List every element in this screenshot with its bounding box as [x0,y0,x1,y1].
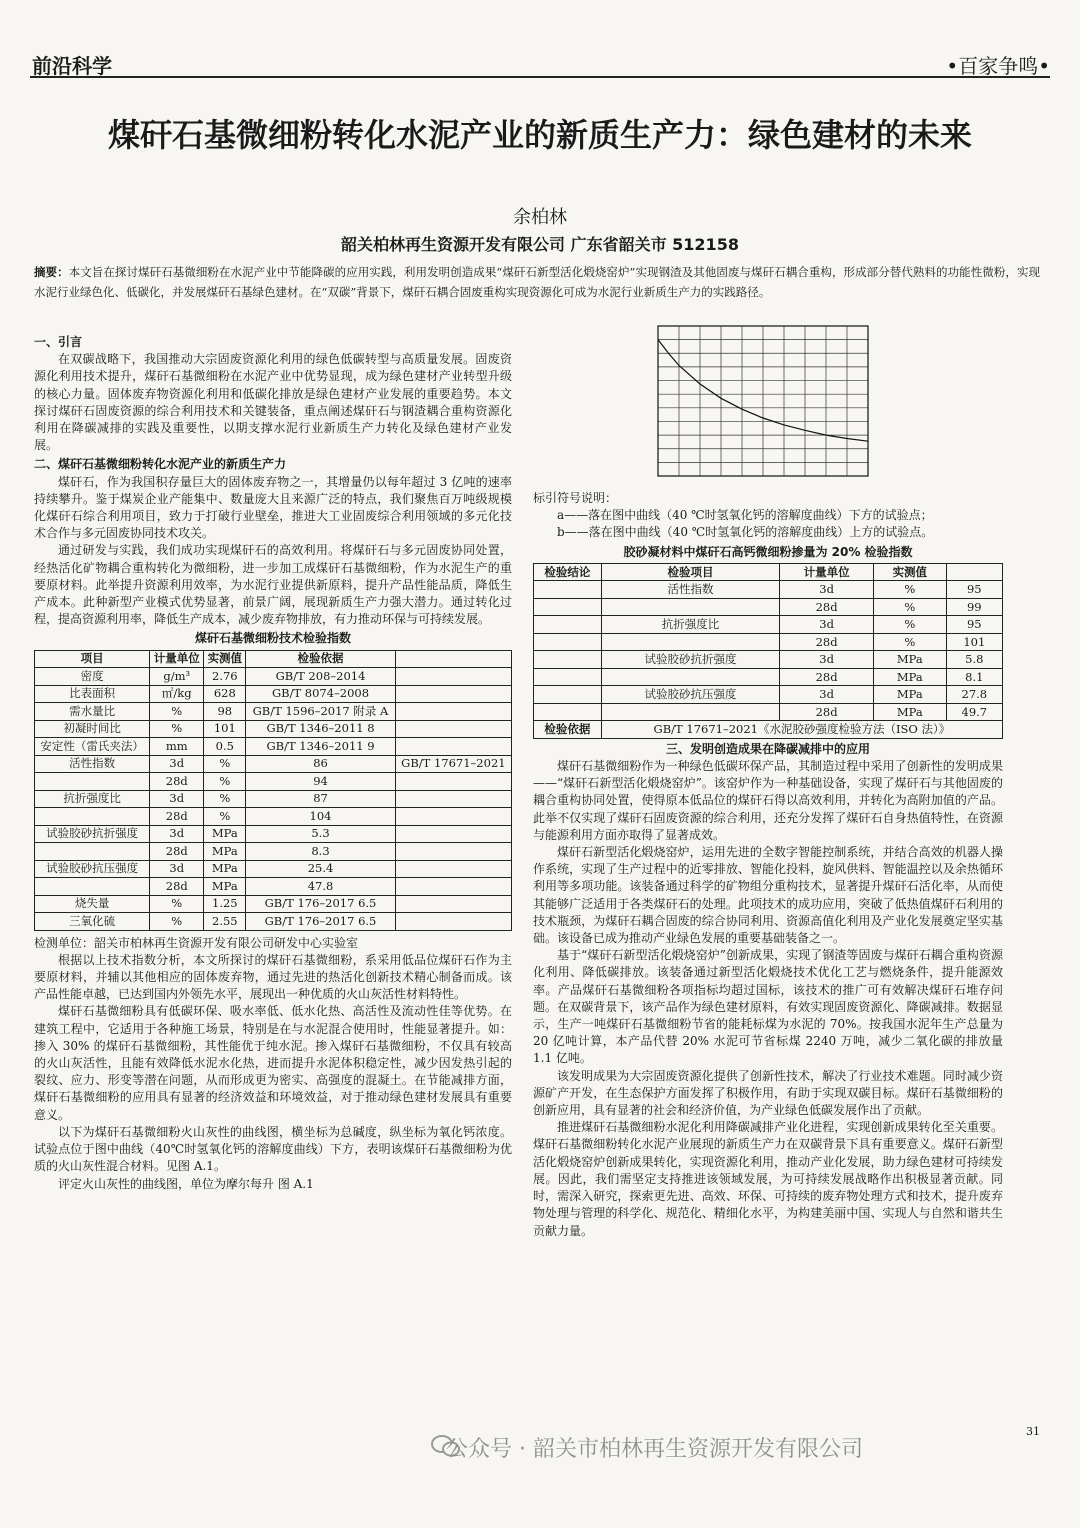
table-cell: GB/T 8074–2008 [246,685,395,703]
table-row [35,773,512,791]
table-cell: 28d [150,773,204,791]
table-row [35,878,512,896]
section-heading-3: 三、发明创造成果在降碳减排中的应用 [665,741,870,756]
table-cell: % [204,773,246,791]
table-cell [35,808,150,826]
table-cell [395,738,511,756]
left-column [34,332,512,1193]
table-cell: 检验结论 [534,563,602,581]
table-cell: % [204,808,246,826]
table-cell: 98 [204,703,246,721]
author: 余柏林 [513,207,567,228]
table-row [35,913,512,931]
table-cell: 5.8 [946,651,1002,669]
table-cell: 3d [150,755,204,773]
table-cell: 初凝时间比 [35,720,150,738]
table-cell: 28d [780,633,874,651]
table-cell: 628 [204,685,246,703]
legend-b: b——落在图中曲线（40 ℃时氢氧化钙的溶解度曲线）上方的试验点。 [557,525,934,540]
table-cell: MPa [874,703,947,721]
table-cell [395,773,511,791]
table-2 [533,563,1003,739]
article-title: 煤矸石基微细粉转化水泥产业的新质生产力：绿色建材的未来 [107,116,972,154]
table-cell: 28d [150,878,204,896]
table-cell [395,703,511,721]
page-header [30,48,1050,78]
table-row [534,616,1003,634]
page-number: 31 [1026,1425,1040,1438]
table-cell: 试验胶砂抗压强度 [35,860,150,878]
table-cell: % [874,633,947,651]
table-cell: 3d [150,825,204,843]
table-row [35,668,512,686]
paragraph: 煤矸石，作为我国积存量巨大的固体废弃物之一，其增量仍以每年超过 3 亿吨的速率持续攀升。鉴于煤炭企业产能集中、数量庞大且来源广泛的特点，我们聚焦百万吨级规模化煤矸石综合利用项目，致力于打破行业壁垒，推进大工业固废综合利用领域的多元化技术合作与多元固废协同技术攻关。 [34,474,512,541]
table-cell: % [150,703,204,721]
table-cell: % [874,581,947,599]
table-cell: MPa [874,651,947,669]
table-cell: 3d [780,651,874,669]
paragraph: 根据以上技术指数分析，本文所探讨的煤矸石基微细粉，系采用低品位煤矸石作为主要原材料，并辅以其他相应的固体废弃物，通过先进的热活化创新技术精心制备而成。该产品性能卓越，已达到国内外领先水平，展现出一种优质的火山灰活性材料特性。 [34,952,512,1002]
affiliation: 韶关柏林再生资源开发有限公司 广东省韶关市 512158 [341,235,739,254]
table-row [35,843,512,861]
table-cell [601,598,779,616]
table-cell [395,650,511,668]
table-cell: GB/T 1346–2011 8 [246,720,395,738]
table-cell [534,686,602,704]
right-column [533,490,1003,1240]
table-row [534,651,1003,669]
table-cell: MPa [204,843,246,861]
table-cell: 25.4 [246,860,395,878]
pozzolanic-curve-chart [636,318,876,493]
table-cell [395,720,511,738]
table-cell [395,825,511,843]
column-name: •百家争鸣• [946,54,1050,78]
table-cell [395,895,511,913]
table-cell: 活性指数 [35,755,150,773]
abstract [34,262,1040,302]
paragraph: 在双碳战略下，我国推动大宗固废资源化利用的绿色低碳转型与高质量发展。固废资源化利用技术提升，煤矸石基微细粉在水泥产业中优势显现，成为绿色建材产业转型升级的核心力量。固体废弃物资源化利用和低碳化排放是绿色建材产业发展的重要趋势。本文探讨煤矸石固废资源的综合利用技术和关键装备，重点阐述煤矸石与钢渣耦合重构资源化利用在降碳减排的实践及重要性，以期支撑水泥行业新质生产力转化及绿色建材产业发展。 [34,352,512,453]
table-cell: 计量单位 [780,563,874,581]
table-row [35,738,512,756]
table-cell: % [874,616,947,634]
paragraph: 煤矸石基微细粉作为一种绿色低碳环保产品，其制造过程中采用了创新性的发明成果——“煤矸石新型活化煅烧窑炉”。该窑炉作为一种基础设备，实现了煤矸石与其他固废的耦合重构协同处置，使得原本低品位的煤矸石得以高效利用，并转化为高附加值的产品。此举不仅实现了煤矸石固废资源的综合利用，还充分发挥了煤矸石自身热值特性，在资源与能源利用方面亦取得了显著成效。 [533,759,1003,842]
table-cell: MPa [874,668,947,686]
table-cell [395,668,511,686]
legend-title: 标引符号说明： [533,491,618,505]
table-header-row [534,563,1003,581]
table-cell: GB/T 208–2014 [246,668,395,686]
table-cell: 项目 [35,650,150,668]
table-cell: 密度 [35,668,150,686]
table-cell: 2.76 [204,668,246,686]
table-row [35,825,512,843]
table-cell [534,703,602,721]
table-cell: % [874,598,947,616]
table-cell: 烧失量 [35,895,150,913]
table-cell [395,790,511,808]
journal-name: 前沿科学 [32,54,112,78]
watermark: 公众号 · 韶关市柏林再生资源开发有限公司 [446,1437,863,1462]
table-cell [946,563,1002,581]
table-cell: 95 [946,616,1002,634]
table-cell: 安定性（雷氏夹法） [35,738,150,756]
table-cell [395,685,511,703]
table-cell: MPa [874,686,947,704]
chart-grid [658,326,868,476]
table-basis-row [534,721,1003,739]
table-cell: GB/T 17671–2021 [395,755,511,773]
table-cell: 99 [946,598,1002,616]
table-row [35,720,512,738]
paragraph: 基于“煤矸石新型活化煅烧窑炉”创新成果，实现了钢渣等固废与煤矸石耦合重构资源化利用、降低碳排放。该装备通过新型活化煅烧技术优化工艺与燃烧条件，提升能源效率。产品煤矸石基微细粉各项指标均超过国标，该技术的推广可有效解决煤矸石堆存问题。在双碳背景下，该产品作为绿色建材原料，有效实现固废资源化、降碳减排。数据显示，生产一吨煤矸石基微细粉节省的能耗标煤为水泥的 70%。按我国水泥年生产总量为 20 亿吨计算，本产品代替 20% 水泥可节省标煤 2240 万吨，减少二氧化碳的排放量 1.1 亿吨。 [533,948,1003,1066]
paragraph: 通过研发与实践，我们成功实现煤矸石的高效利用。将煤矸石与多元固废协同处置，经热活化矿物耦合重构转化为微细粉，进一步加工成煤矸石基微细粉，作为水泥生产的重要原材料。此举提升资源利用效率，为水泥行业提供新原料，提升产品性能品质，降低生产成本。此种新型产业模式优势显著，前景广阔，展现新质生产力强大潜力。通过转化过程，提高资源利用率，降低生产成本，减少废弃物排放，有力推动环保与可持续发展。 [34,543,512,627]
table-cell: GB/T 1346–2011 9 [246,738,395,756]
abstract-text: 本文旨在探讨煤矸石基微细粉在水泥产业中节能降碳的应用实践，利用发明创造成果“煤矸石新型活化煅烧窑炉”实现钢渣及其他固废与煤矸石耦合重构，形成部分替代熟料的功能性微粉，实现水泥行业绿色化、低碳化，并发展煤矸石基绿色建材。在“双碳”背景下，煤矸石耦合固废重构实现资源化可成为水泥行业新质生产力的实践路径。 [34,265,1041,299]
table-header-row [35,650,512,668]
table-cell [601,703,779,721]
paragraph: 推进煤矸石基微细粉水泥化利用降碳减排产业化进程，实现创新成果转化至关重要。煤矸石基微细粉转化水泥产业展现的新质生产力在双碳背景下具有重要意义。煤矸石新型活化煅烧窑炉创新成果转化，实现资源化利用，推动产业化发展，助力绿色建材可持续发展。因此，我们需坚定支持推进该领域发展，为可持续发展战略作出积极显著贡献。同时，需深入研究，探索更先进、高效、环保、可持续的废弃物处理方式和技术，提升废弃物处理与管理的科学化、规范化、精细化水平，为构建美丽中国、实现人与自然和谐共生贡献力量。 [533,1120,1003,1238]
table-cell [395,860,511,878]
table-row [35,895,512,913]
table-row [35,685,512,703]
table-cell: 8.1 [946,668,1002,686]
table-cell: 3d [780,616,874,634]
table-cell: 抗折强度比 [35,790,150,808]
table-row [35,703,512,721]
table-cell: 需水量比 [35,703,150,721]
table-cell: % [204,755,246,773]
table-cell: 检验项目 [601,563,779,581]
basis-label: 检验依据 [534,721,602,739]
table-cell: 实测值 [874,563,947,581]
table-cell: 试验胶砂抗折强度 [35,825,150,843]
table-cell [395,843,511,861]
table-row [35,808,512,826]
table-cell: 试验胶砂抗压强度 [601,686,779,704]
table-row [35,860,512,878]
table-row [534,668,1003,686]
table-cell: 3d [150,790,204,808]
table-cell: 87 [246,790,395,808]
table-cell: 104 [246,808,395,826]
table-cell: 3d [780,686,874,704]
table-cell: g/m³ [150,668,204,686]
table-cell: 实测值 [204,650,246,668]
table-cell [35,843,150,861]
section-heading-1: 一、引言 [34,335,83,349]
table-cell [395,808,511,826]
table-cell: 抗折强度比 [601,616,779,634]
paragraph: 煤矸石基微细粉具有低碳环保、吸水率低、低水化热、高活性及流动性佳等优势。在建筑工程中，它适用于各种施工场景，特别是在与水泥混合使用时，性能显著提升。如：掺入 30% 的煤矸石基微细粉，其性能优于纯水泥。掺入煤矸石基微细粉，不仅具有较高的火山灰活性，且能有效降低水泥水化热，进而提升水泥体积稳定性，减少因发热引起的裂纹、应力、形变等潜在问题，从而形成更为密实、高强度的混凝土。在节能减排方面，煤矸石基微细粉的应用具有显著的经济效益和环境效益，对于推动绿色建材发展具有重要意义。 [34,1004,512,1122]
table-cell: 101 [204,720,246,738]
table-cell: MPa [204,825,246,843]
table-cell: 28d [780,598,874,616]
table-cell: MPa [204,878,246,896]
table-cell: 1.25 [204,895,246,913]
table-cell: 检验依据 [246,650,395,668]
table-cell: 活性指数 [601,581,779,599]
table-row [534,633,1003,651]
paragraph: 煤矸石新型活化煅烧窑炉，运用先进的全数字智能控制系统，并结合高效的机器人操作系统，实现了生产过程中的近零排放、智能化投料，旋风供料、智能温控以及余热循环利用等多项功能。该装备通过科学的矿物组分重构技术，显著提升煤矸石活化率，从而使其能够广泛适用于各类煤矸石的处理。此项技术的成功应用，突破了低热值煤矸石利用的技术瓶颈，为煤矸石耦合固废的综合协同利用、资源高值化利用及产业化发展奠定坚实基础。该设备已成为推动产业绿色发展的重要基础装备之一。 [533,845,1003,946]
table-cell [35,878,150,896]
table-cell: 三氧化硫 [35,913,150,931]
table-cell: 94 [246,773,395,791]
table-cell: 5.3 [246,825,395,843]
table-cell [534,616,602,634]
table-cell [534,668,602,686]
abstract-label: 摘要： [34,265,69,279]
table-cell [534,598,602,616]
paragraph: 该发明成果为大宗固废资源化提供了创新性技术，解决了行业技术难题。同时减少资源矿产开发，在生态保护方面发挥了积极作用，有助于实现双碳目标。煤矸石基微细粉的创新应用，具有显著的社会和经济价值，为产业绿色低碳发展作出了贡献。 [533,1068,1003,1118]
table-cell [601,668,779,686]
table-cell: 3d [780,581,874,599]
table-cell: MPa [204,860,246,878]
table-2-caption: 胶砂凝材料中煤矸石高钙微细粉掺量为 20% 检验指数 [623,544,913,559]
paragraph: 以下为煤矸石基微细粉火山灰性的曲线图，横坐标为总碱度，纵坐标为氧化钙浓度。试验点位于图中曲线（40℃时氢氧化钙的溶解度曲线）下方，表明该煤矸石基微细粉为优质的火山灰性混合材料。见图 A.1。 [34,1124,512,1174]
table-cell: 2.55 [204,913,246,931]
table-cell: GB/T 176–2017 6.5 [246,913,395,931]
section-heading-2: 二、煤矸石基微细粉转化水泥产业的新质生产力 [34,457,287,472]
table-cell: 28d [150,808,204,826]
table-cell [534,633,602,651]
table-1-caption: 煤矸石基微细粉技术检验指数 [194,631,351,646]
table-cell: 比表面积 [35,685,150,703]
table-row [35,790,512,808]
table-row [534,581,1003,599]
table-cell: GB/T 176–2017 6.5 [246,895,395,913]
table-cell: 47.8 [246,878,395,896]
table-cell: % [150,720,204,738]
table-row [534,703,1003,721]
table-cell [395,913,511,931]
table-cell: % [150,895,204,913]
table-cell [395,878,511,896]
table-cell: 28d [780,668,874,686]
table-1-note: 检测单位：韶关市柏林再生资源开发有限公司研发中心实验室 [34,935,359,950]
table-cell: 3d [150,860,204,878]
table-cell: GB/T 1596–2017 附录 A [246,703,395,721]
basis-value: GB/T 17671–2021《水泥胶砂强度检验方法（ISO 法）》 [601,721,1002,739]
table-1 [34,650,512,931]
table-cell: 0.5 [204,738,246,756]
table-row [35,755,512,773]
table-cell: 试验胶砂抗折强度 [601,651,779,669]
table-cell: mm [150,738,204,756]
table-cell: 27.8 [946,686,1002,704]
figure-caption: 评定火山灰性的曲线图，单位为摩尔每升 图 A.1 [58,1176,314,1191]
table-cell [534,651,602,669]
table-cell: 86 [246,755,395,773]
table-cell [534,581,602,599]
table-cell: 28d [150,843,204,861]
legend-a: a——落在图中曲线（40 ℃时氢氧化钙的溶解度曲线）下方的试验点； [557,508,933,523]
table-cell: 101 [946,633,1002,651]
table-cell [35,773,150,791]
table-cell: 计量单位 [150,650,204,668]
table-cell: 95 [946,581,1002,599]
table-cell: 28d [780,703,874,721]
table-cell [601,633,779,651]
table-cell: % [204,790,246,808]
table-row [534,686,1003,704]
table-cell: % [150,913,204,931]
table-row [534,598,1003,616]
table-cell: ㎡/kg [150,685,204,703]
table-cell: 8.3 [246,843,395,861]
table-cell: 49.7 [946,703,1002,721]
